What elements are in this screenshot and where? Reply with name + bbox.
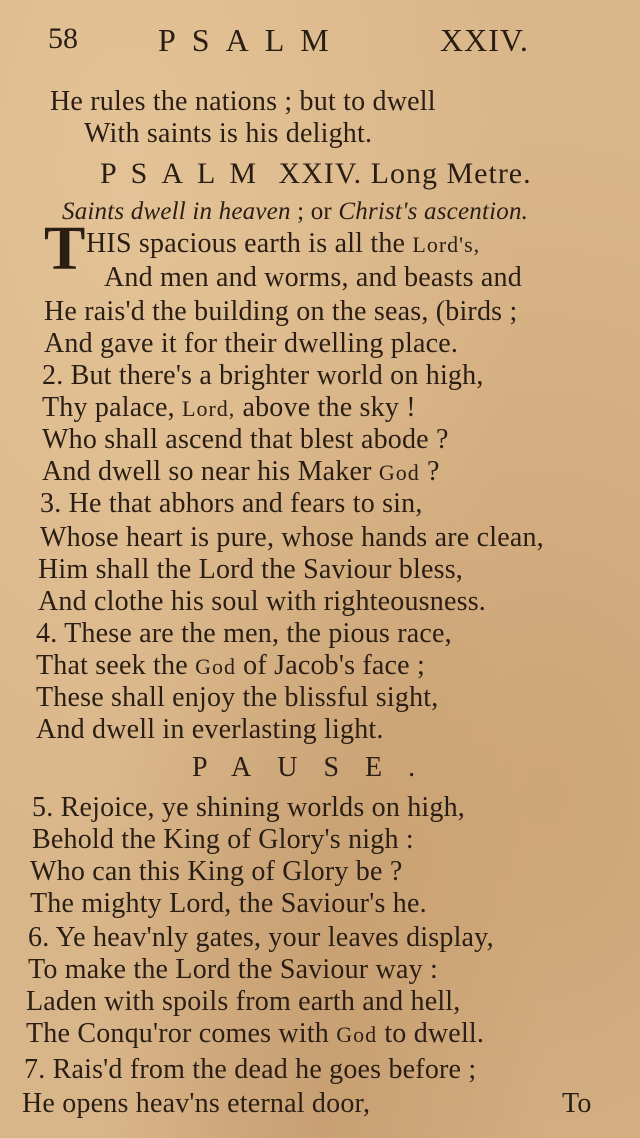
- verse-line: The mighty Lord, the Saviour's he.: [30, 888, 427, 919]
- subtitle-mid: ; or: [297, 198, 332, 225]
- verse-line: [42, 456, 440, 489]
- verse-line: And clothe his soul with righteousness.: [38, 586, 486, 617]
- verse-line: [42, 392, 416, 425]
- verse-line: [86, 228, 480, 261]
- verse-line: He rais'd the building on the seas, (birds ;: [44, 296, 518, 327]
- small-caps-god: God: [336, 1022, 378, 1047]
- text: Thy palace,: [42, 392, 175, 423]
- verse-line: Laden with spoils from earth and hell,: [26, 986, 461, 1017]
- page-header: [48, 22, 608, 62]
- verse-line: Who shall ascend that blest abode ?: [42, 424, 449, 455]
- verse-line: Who can this King of Glory be ?: [30, 856, 403, 887]
- verse-line: 5. Rejoice, ye shining worlds on high,: [32, 792, 466, 823]
- verse-line: 7. Rais'd from the dead he goes before ;: [24, 1054, 477, 1085]
- psalm-title: [100, 158, 532, 190]
- page-number: 58: [48, 22, 78, 55]
- psalm-title-word: PSALM: [100, 157, 271, 190]
- text: of Jacob's face ;: [243, 650, 425, 681]
- text: And dwell so near his Maker: [42, 456, 372, 487]
- verse-line: 6. Ye heav'nly gates, your leaves display,: [28, 922, 494, 953]
- text: The Conqu'ror comes with: [26, 1018, 330, 1049]
- verse-line: To make the Lord the Saviour way :: [28, 954, 438, 985]
- verse-line: And men and worms, and beasts and: [104, 262, 522, 293]
- first-line-text: HIS spacious earth is all the: [86, 228, 406, 259]
- small-caps-lord: Lord's,: [412, 232, 481, 257]
- verse-line: And dwell in everlasting light.: [36, 714, 384, 745]
- text: That seek the: [36, 650, 188, 681]
- drop-cap: T: [44, 215, 86, 283]
- verse-line: He rules the nations ; but to dwell: [50, 86, 436, 117]
- subtitle-left: Saints dwell in heaven: [62, 198, 291, 225]
- verse-line: 4. These are the men, the pious race,: [36, 618, 452, 649]
- small-caps-god: God: [195, 654, 236, 679]
- verse-line: He opens heav'ns eternal door,: [22, 1088, 371, 1119]
- psalm-subtitle: [62, 196, 528, 228]
- verse-line: Whose heart is pure, whose hands are clean,: [40, 522, 544, 553]
- verse-line: 2. But there's a brighter world on high,: [42, 360, 484, 391]
- verse-line: With saints is his delight.: [84, 118, 373, 149]
- verse-line: And gave it for their dwelling place.: [44, 328, 459, 359]
- verse-line: Behold the King of Glory's nigh :: [32, 824, 414, 855]
- pause-heading: PAUSE.: [192, 752, 442, 783]
- text: to dwell.: [384, 1018, 485, 1049]
- verse-line: 3. He that abhors and fears to sin,: [40, 488, 423, 519]
- text: ?: [426, 456, 440, 487]
- small-caps-god: God: [378, 460, 420, 485]
- catchword: To: [562, 1088, 592, 1119]
- text: above the sky !: [242, 392, 416, 423]
- verse-line: Him shall the Lord the Saviour bless,: [38, 554, 464, 585]
- running-head-number: XXIV.: [440, 22, 529, 58]
- verse-line: [26, 1018, 484, 1051]
- running-head: PSALM: [158, 22, 345, 58]
- verse-line: [36, 650, 425, 683]
- small-caps-lord: Lord,: [182, 396, 236, 421]
- subtitle-right: Christ's ascention.: [338, 198, 529, 225]
- verse-line: These shall enjoy the blissful sight,: [36, 682, 439, 713]
- psalm-title-rest: XXIV. Long Metre.: [278, 157, 532, 190]
